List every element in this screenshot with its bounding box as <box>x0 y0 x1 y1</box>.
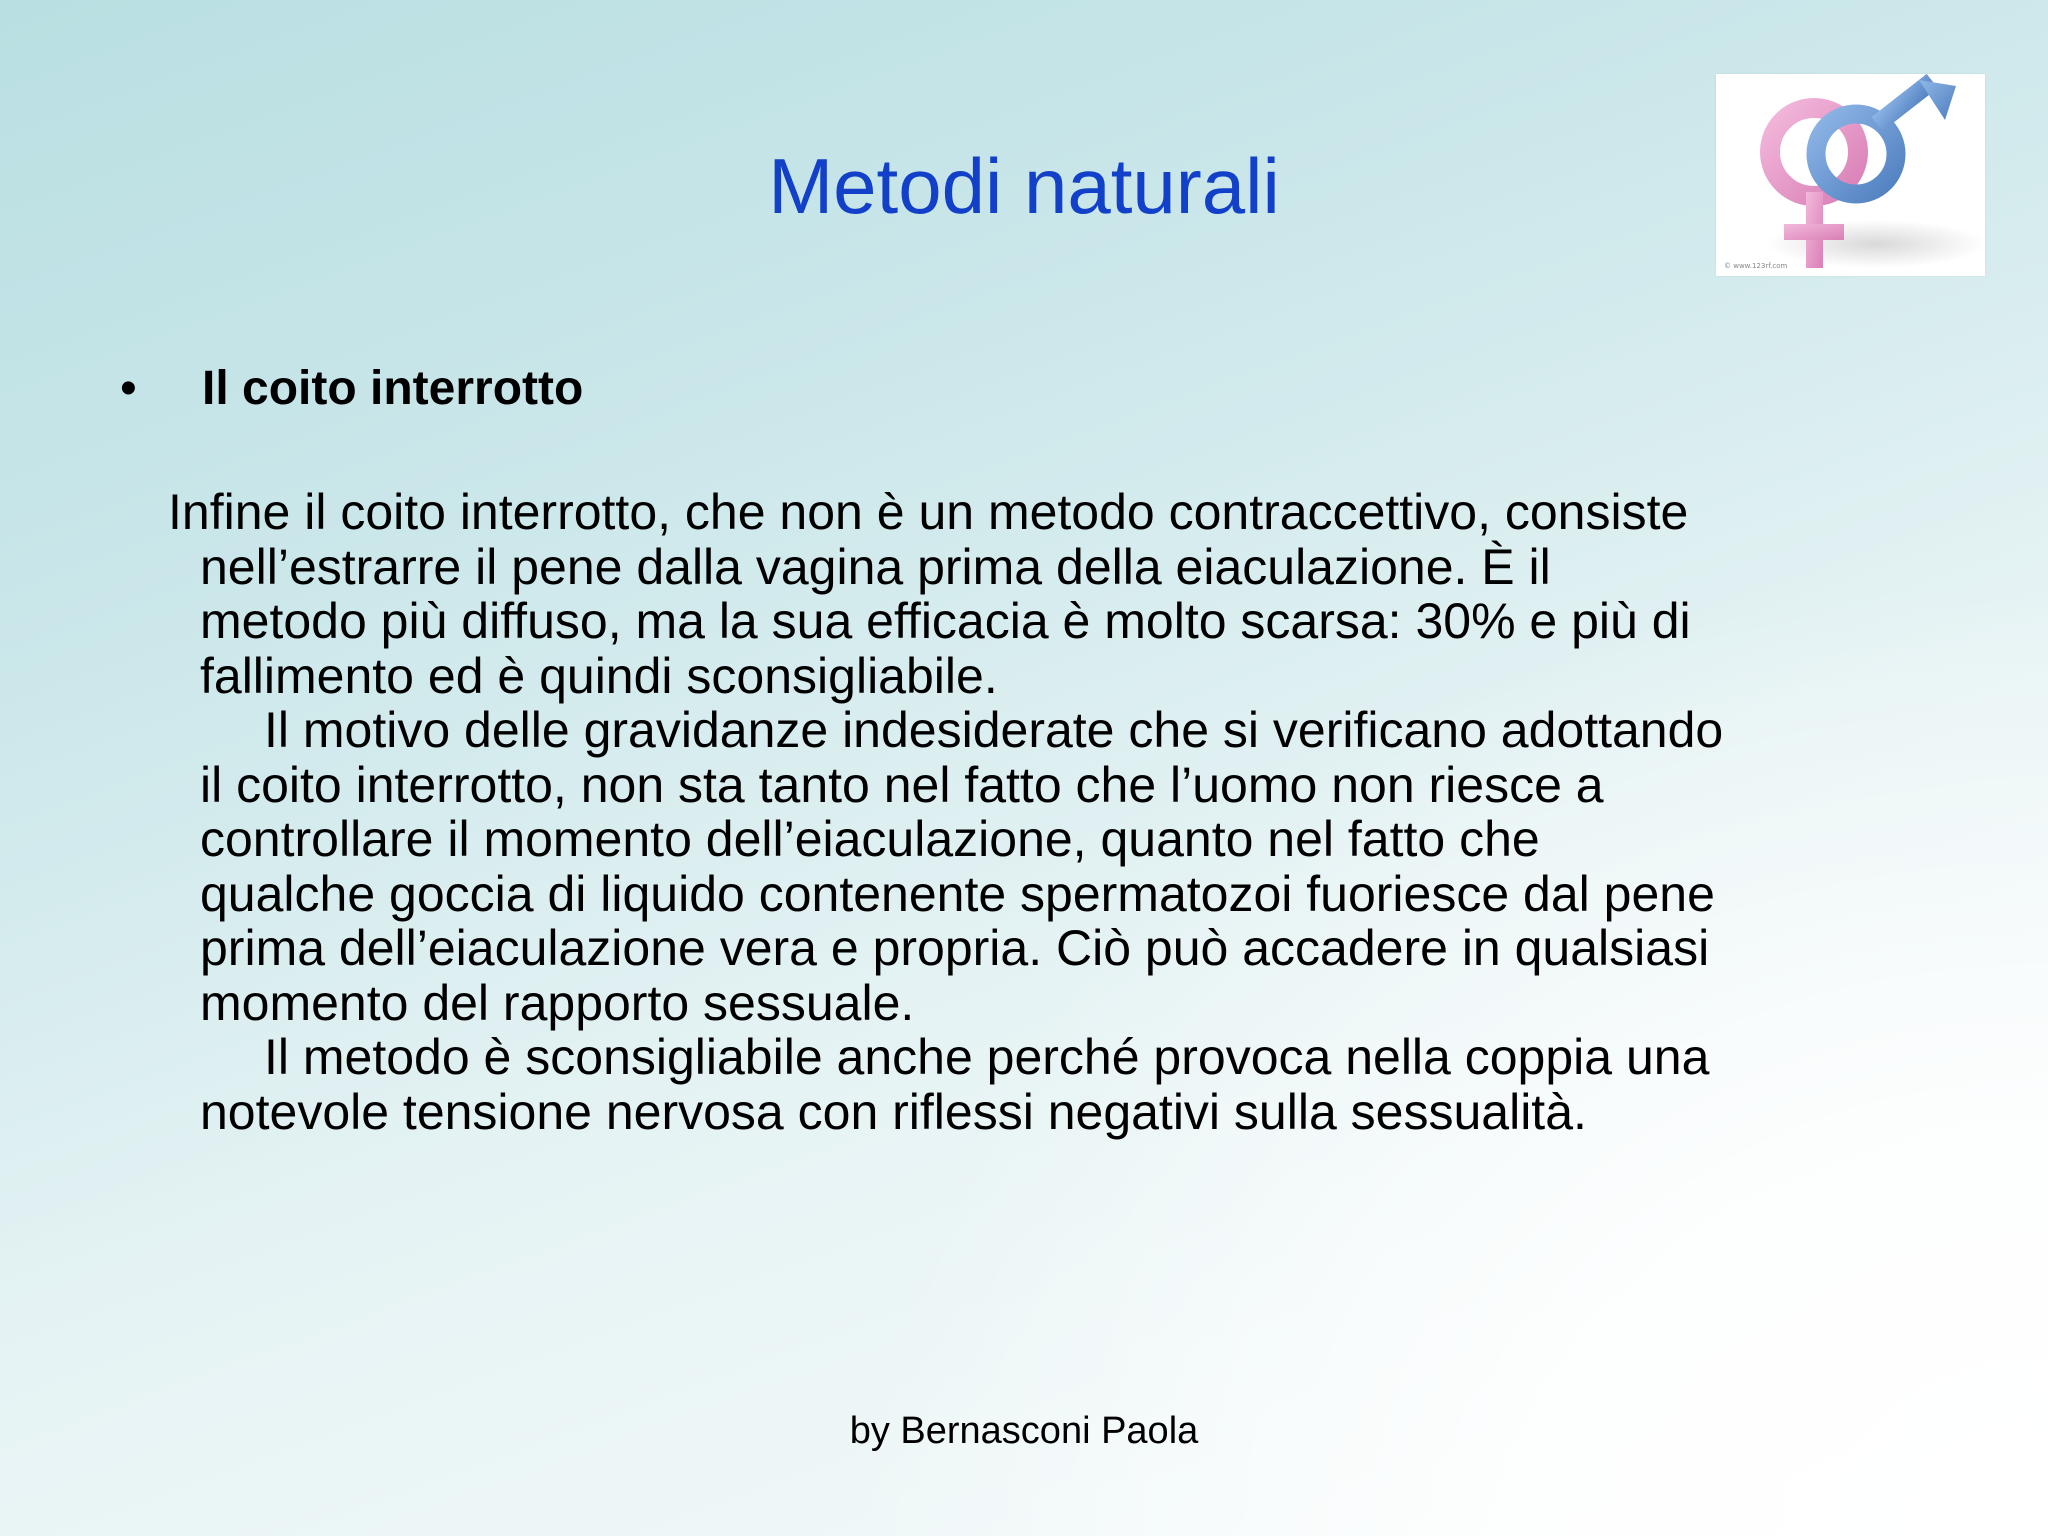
body-line: il coito interrotto, non sta tanto nel fatto che l’uomo non riesce a <box>200 756 1604 813</box>
body-line: prima dell’eiaculazione vera e propria. Ciò può accadere in qualsiasi <box>200 920 1710 976</box>
body-line: controllare il momento dell’eiaculazione, quanto nel fatto che <box>200 811 1540 867</box>
body-line: fallimento ed è quindi sconsigliabile. <box>200 647 998 704</box>
bullet-symbol: • <box>120 362 137 415</box>
body-line: nell’estrarre il pene dalla vagina prima della eiaculazione. È il <box>200 538 1551 595</box>
bullet-heading: Il coito interrotto <box>202 362 584 415</box>
body-line: momento del rapporto sessuale. <box>200 974 915 1031</box>
body-line: metodo più diffuso, ma la sua efficacia è molto scarsa: 30% e più di <box>200 593 1691 649</box>
slide-title: Metodi naturali <box>768 142 1280 230</box>
body-line: notevole tensione nervosa con riflessi negativi sulla sessualità. <box>200 1083 1587 1140</box>
body-line: qualche goccia di liquido contenente spermatozoi fuoriesce dal pene <box>200 865 1715 922</box>
footer-author: by Bernasconi Paola <box>849 1410 1199 1452</box>
logo-watermark: © www.123rf.com <box>1724 262 1788 270</box>
body-line: Il motivo delle gravidanze indesiderate che si verificano adottando <box>264 702 1724 758</box>
body-paragraph <box>168 484 1940 1140</box>
gender-symbols-icon <box>1716 74 1985 276</box>
body-line: Infine il coito interrotto, che non è un metodo contraccettivo, consiste <box>168 484 1689 540</box>
body-line: Il metodo è sconsigliabile anche perché provoca nella coppia una <box>264 1029 1710 1085</box>
